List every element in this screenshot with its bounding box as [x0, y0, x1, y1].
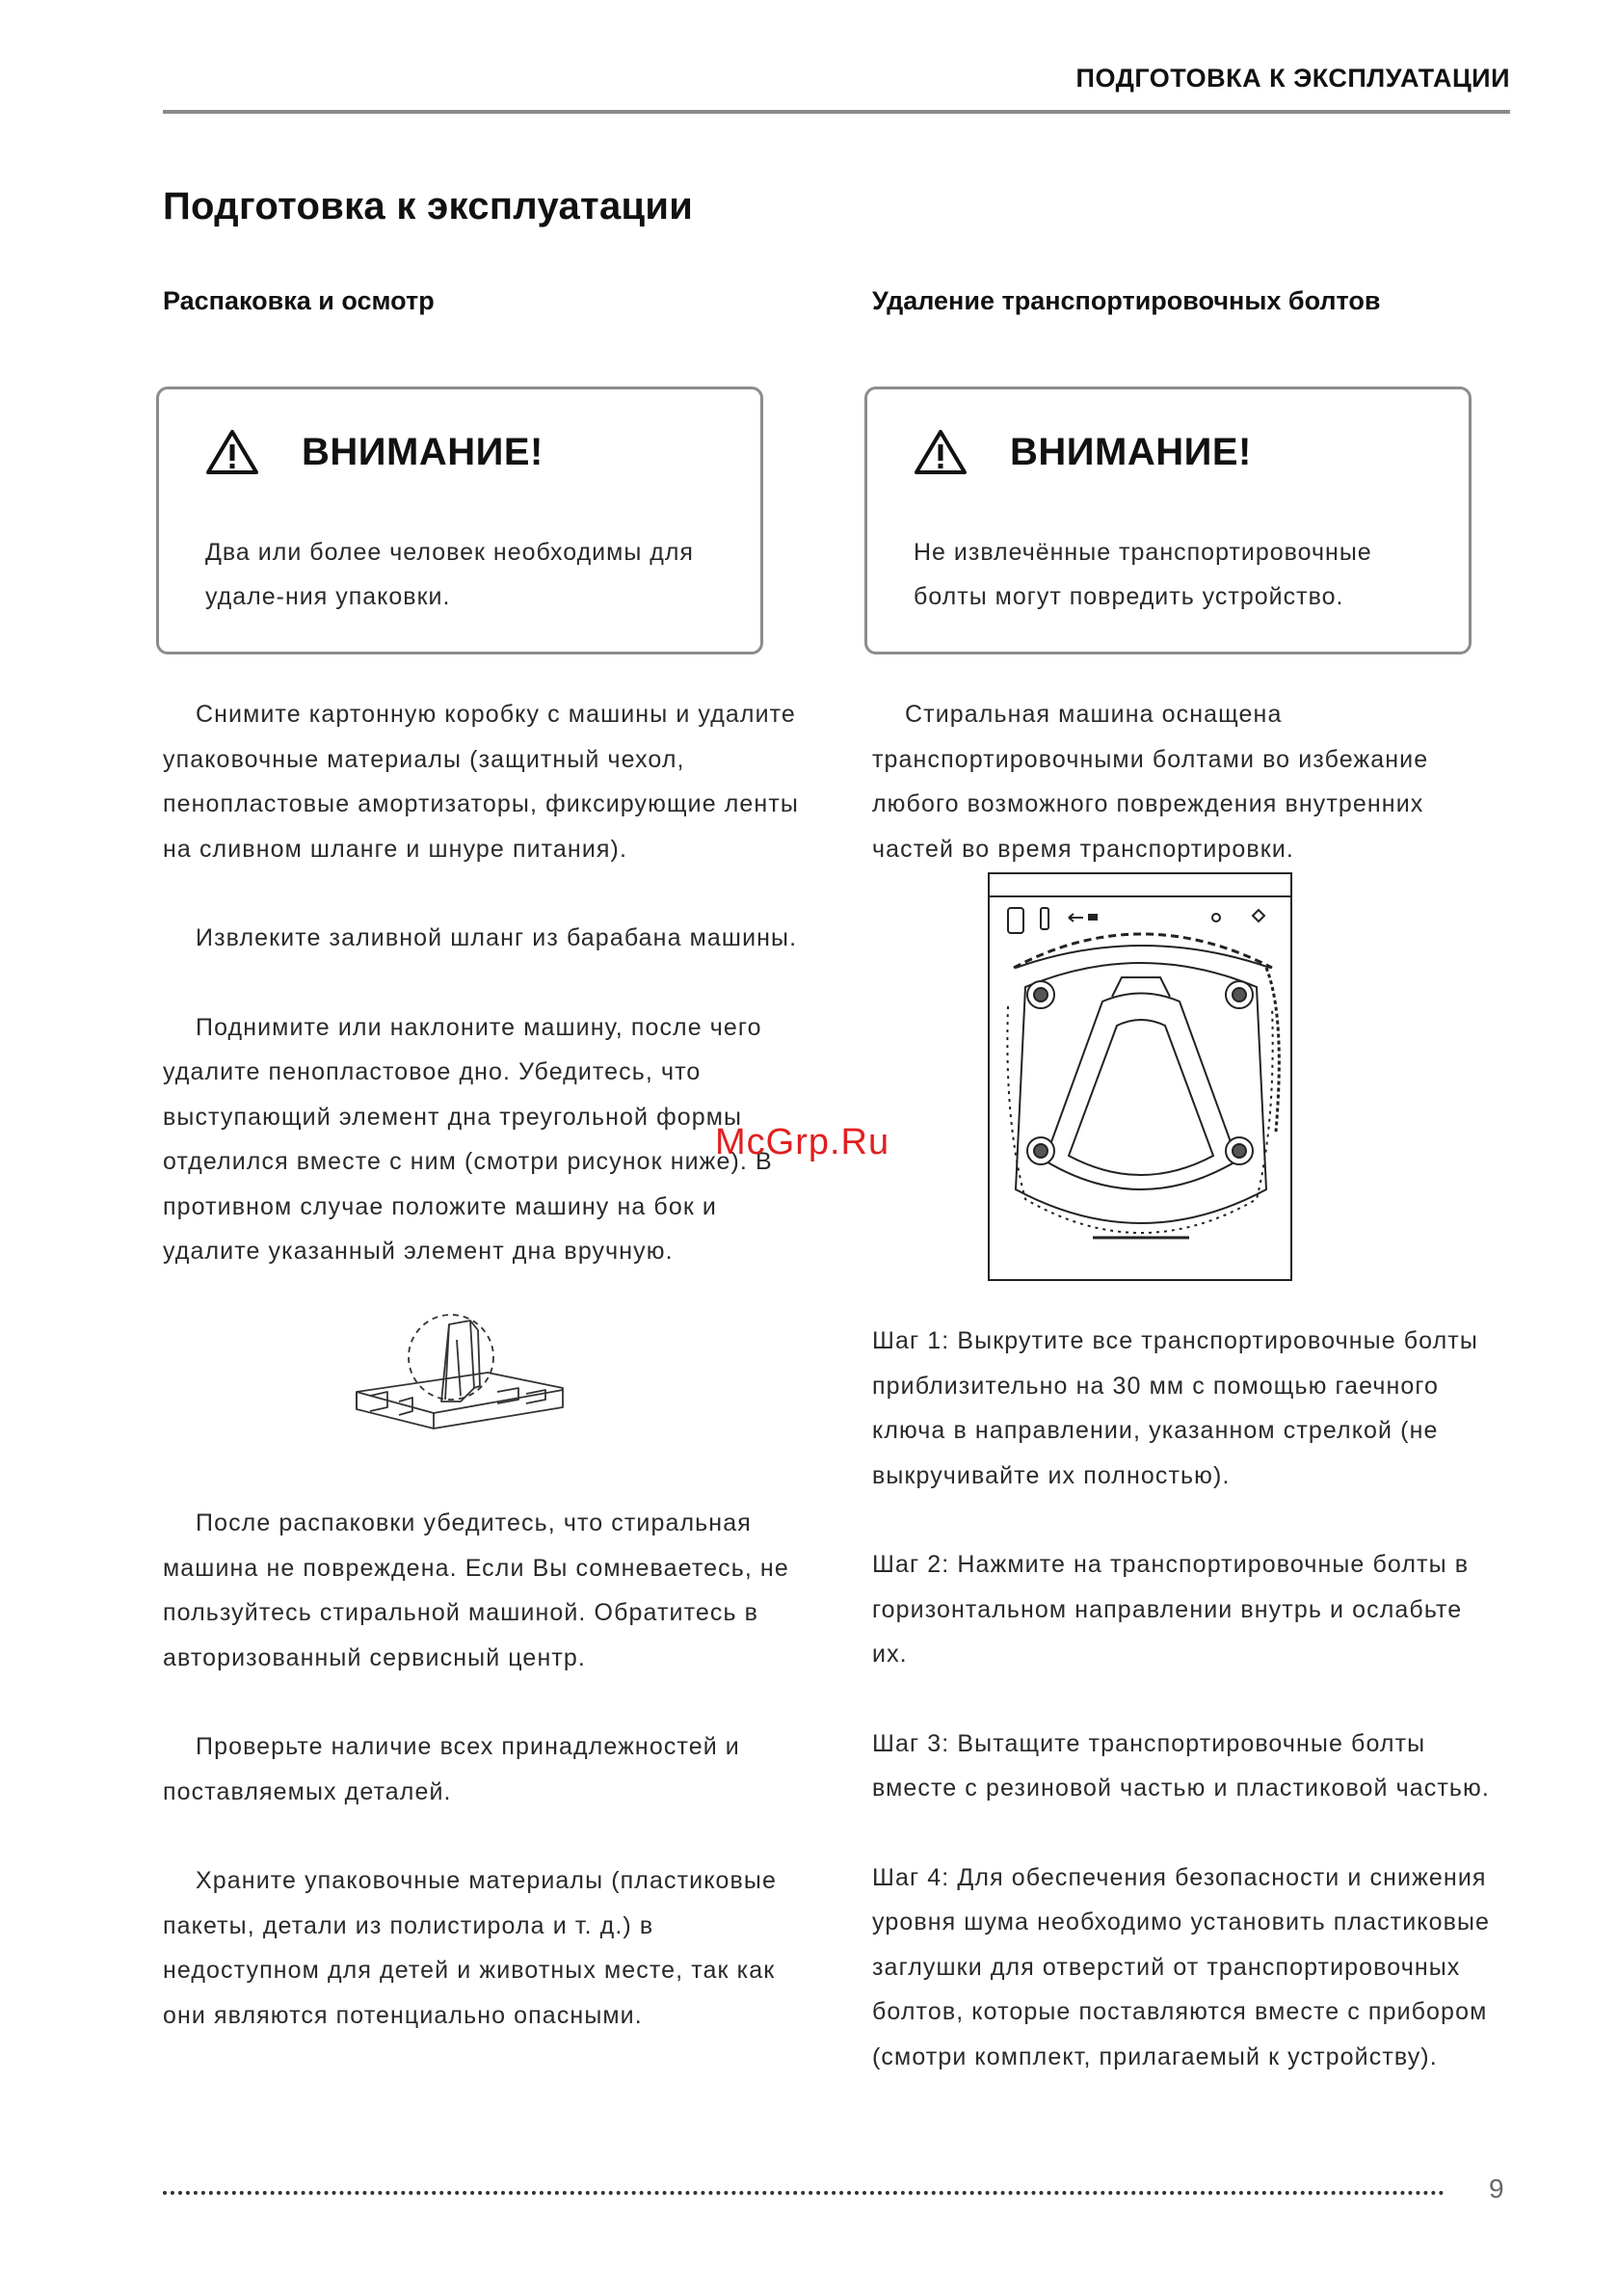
- after-unpacking-text: [163, 1501, 804, 2038]
- step-item: Шаг 1: Выкрутите все транспортировочные болты приблизительно на 30 мм с помощью гаечного ключа в направлении, указанном стрелкой (не выкручивайте их полностью).: [872, 1327, 1478, 1489]
- paragraph: Храните упаковочные материалы (пластиковые пакеты, детали из полистирола и т. д.) в недоступном для детей и животных месте, так как они являются потенциально опасными.: [163, 1867, 777, 2029]
- step-item: Шаг 4: Для обеспечения безопасности и снижения уровня шума необходимо установить пластиковые заглушки для отверстий от транспортировочных болтов, которые поставляются вместе с прибором (смотри комплект, прилагаемый к устройству).: [872, 1863, 1491, 2070]
- watermark: McGrp.Ru: [715, 1122, 890, 1162]
- warning-box-unpacking: [156, 387, 763, 654]
- washing-machine-back-illustration: [987, 871, 1293, 1282]
- running-header: ПОДГОТОВКА К ЭКСПЛУАТАЦИИ: [1075, 64, 1510, 93]
- warning-header: [914, 428, 1252, 476]
- unpacking-text: [163, 692, 804, 1274]
- footer-dotted-rule: [163, 2191, 1445, 2195]
- warning-label: ВНИМАНИЕ!: [302, 430, 544, 473]
- paragraph: Поднимите или наклоните машину, после чего удалите пенопластовое дно. Убедитесь, что выступающий элемент дна треугольной формы отделился вместе с ним (смотри рисунок ниже). В противном случае положите машину на бок и удалите указанный элемент дна вручную.: [163, 1013, 773, 1265]
- step-item: Шаг 2: Нажмите на транспортировочные болты в горизонтальном направлении внутрь и ослабьте их.: [872, 1551, 1470, 1668]
- bolts-intro: [872, 692, 1499, 871]
- foam-base-illustration: [353, 1311, 567, 1436]
- warning-box-bolts: [864, 387, 1472, 654]
- paragraph: Извлеките заливной шланг из барабана машины.: [196, 924, 798, 951]
- warning-header: [205, 428, 544, 476]
- paragraph: После распаковки убедитесь, что стиральная машина не повреждена. Если Вы сомневаетесь, не пользуйтесь стиральной машиной. Обратитесь в авторизованный сервисный центр.: [163, 1509, 789, 1671]
- section-title-bolts: Удаление транспортировочных болтов: [872, 286, 1381, 315]
- warning-triangle-icon: [914, 428, 968, 476]
- page-number: 9: [1489, 2174, 1504, 2203]
- bolt-steps: [872, 1319, 1499, 2079]
- section-title-unpacking: Распаковка и осмотр: [163, 286, 435, 315]
- paragraph: Стиральная машина оснащена транспортировочными болтами во избежание любого возможного повреждения внутренних частей во время транспортировки.: [872, 701, 1429, 863]
- step-item: Шаг 3: Вытащите транспортировочные болты вместе с резиновой частью и пластиковой частью.: [872, 1729, 1490, 1802]
- page-title: Подготовка к эксплуатации: [163, 185, 694, 227]
- warning-text: Два или более человек необходимы для удале-ния упаковки.: [205, 539, 694, 610]
- paragraph: Проверьте наличие всех принадлежностей и поставляемых деталей.: [163, 1733, 740, 1805]
- warning-triangle-icon: [205, 428, 259, 476]
- warning-text: Не извлечённые транспортировочные болты могут повредить устройство.: [914, 539, 1372, 610]
- warning-label: ВНИМАНИЕ!: [1010, 430, 1252, 473]
- header-rule: [163, 110, 1510, 114]
- paragraph: Снимите картонную коробку с машины и удалите упаковочные материалы (защитный чехол, пенопластовые амортизаторы, фиксирующие ленты на сливном шланге и шнуре питания).: [163, 701, 799, 863]
